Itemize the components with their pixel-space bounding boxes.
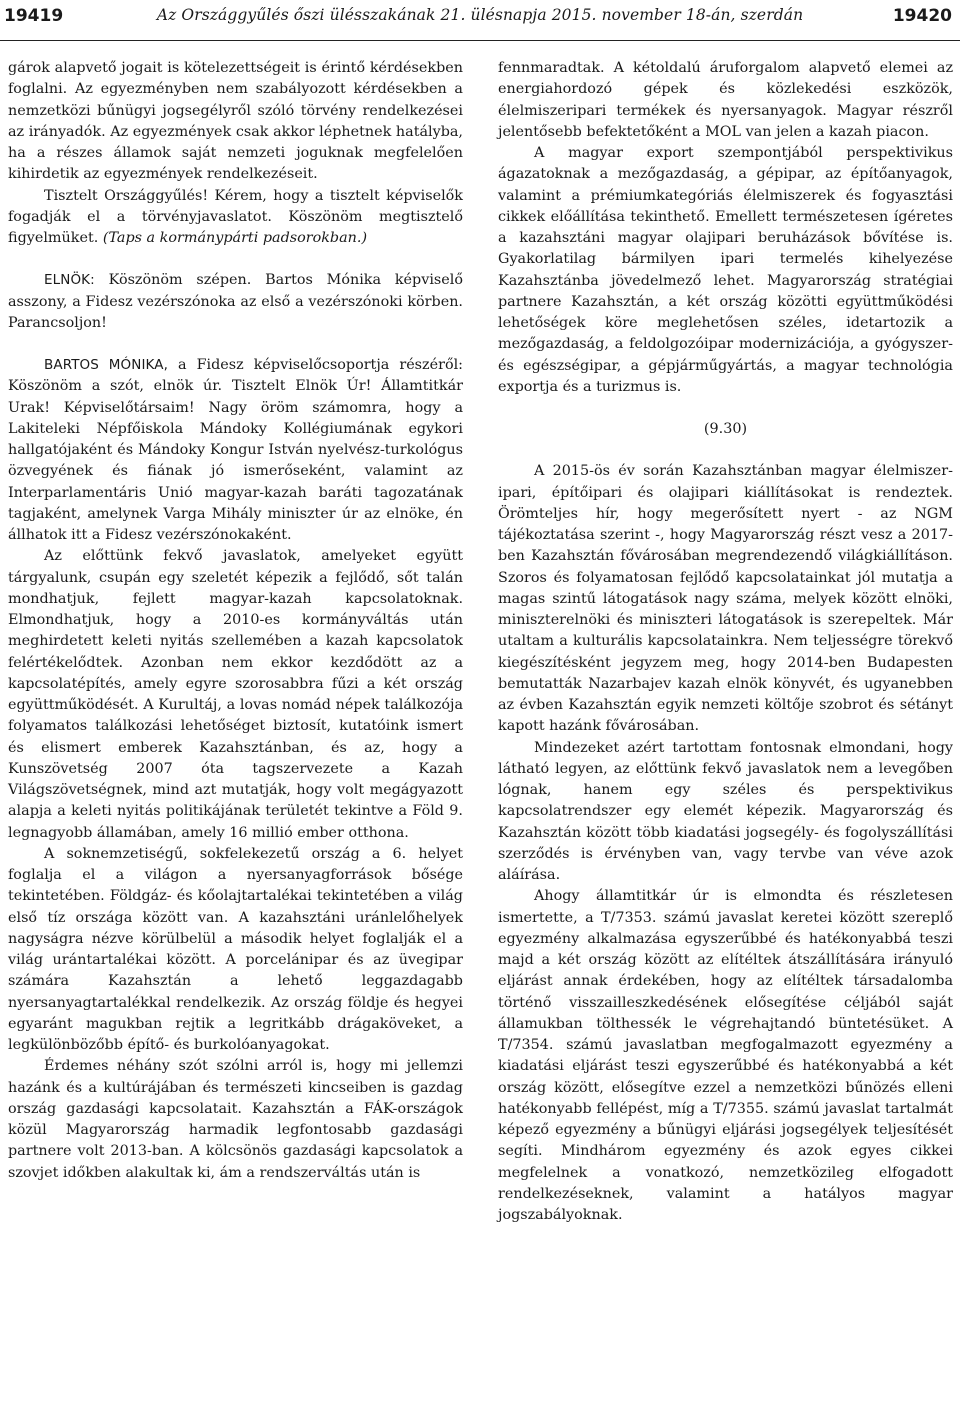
paragraph: Az előttünk fekvő javaslatok, amelyeket együtt tárgyalunk, csupán egy szeletét képezik a fejlődő, sőt talán mondhatjuk, fejlett magyar-kazah kapcsolatoknak. Elmondhatjuk, hogy a 2010-es kormányváltás után meghirdetett keleti nyitás szellemében a kazah kapcsolatok felértékelődtek. Azonban nem ekkor kezdődött az a kapcsolatépítés, amely egyre szorosabbra fűzi a két ország együttműködését. A Kurultáj, a lovas nomád népek találkozója folyamatos találkozási lehetőséget biztosít, kutatóink ismert és elismert emberek Kazahsztánban, és az, hogy a Kunszövetség 2007 óta tagszervezete a Kazah Világszövetségnek, mind azt mutatják, hogy volt megágyazott alapja a keleti nyitás politikájának területét tekintve a Föld 9. legnagyobb államában, amely 16 millió ember otthona. bbox=[8, 548, 463, 841]
right-column bbox=[498, 58, 953, 1226]
speaker-role: a Fidesz képviselőcsoportja részéről: bbox=[178, 357, 464, 373]
paragraph-text: Köszönöm a szót, elnök úr. Tisztelt Elnök Úr! Államtitkár Urak! Képviselőtársaim! Nagy öröm számomra, hogy a Lakiteleki Népfőiskola Mándoky Kollégiumának egykori hallgatójaként és Mándoky Kongur István nyelvész-turkológus özvegyének és fiának jó ismerőseként, valamint az Interparlamentáris Unió magyar-kazah baráti tagozatának tagjaként, amelynek Varga Mihály miniszter úr az elnöke, én állhatok itt a Fidesz vezérszónokaként. bbox=[8, 378, 463, 543]
speaker-paragraph bbox=[8, 270, 463, 334]
paragraph: gárok alapvető jogait is kötelezettségeit is érintő kérdésekben foglalni. Az egyezményben nem szabályozott kérdésekben a nemzetközi bűnügyi jogsegélyről szóló törvény rendelkezései az irányadók. Az egyezmények csak akkor léphetnek hatályba, ha a részes államok saját nemzeti joguknak megfelelően kihirdetik az egyezmények rendelkezéseit. bbox=[8, 60, 463, 183]
paragraph: Ahogy államtitkár úr is elmondta és részletesen ismertette, a T/7353. számú javaslat keretei között szereplő egyezmény alkalmazása egyszerűbbé és hatékonyabbá teszi majd a két ország között az elítéltek átszállítására irányuló eljárást annak érdekében, hogy az elítéltek társadalomba történő visszailleszkedésének elősegítése céljából saját államukban tölthessék le végrehajtandó büntetésüket. A T/7354. számú javaslatban megfogalmazott egyezmény a kiadatási eljárást teszi egyszerűbbé és hatékonyabbá a két ország között, elősegítve ezzel a nemzetközi bűnözés elleni hatékonyabb fellépést, míg a T/7355. számú javaslat tartalmát képező egyezmény a bűnügyi eljárási jogsegélyek teljesítését segíti. Mindhárom egyezmény és azok egyes cikkei megfelelnek a vonatkozó, nemzetközileg elfogadott rendelkezéseknek, valamint a hatályos magyar jogszabályoknak. bbox=[498, 888, 953, 1223]
running-title: Az Országgyűlés őszi ülésszakának 21. ülésnapja 2015. november 18-án, szerdán bbox=[156, 6, 804, 24]
speaker-name: ELNÖK: bbox=[44, 272, 95, 289]
paragraph: A 2015-ös év során Kazahsztánban magyar élelmiszer-ipari, építőipari és olajipari kiállításokat is rendeztek. Örömteljes hír, hogy megerősített nyert - az NGM tájékoztatása szerint -, hogy Magyarország részt vesz a 2017-ben Kazahsztán fővárosában megrendezendő világkiállításon. Szoros és folyamatosan fejlődő kapcsolatainkat jól mutatja a magas szintű látogatások nagy száma, melyek között elnöki, miniszterelnöki és miniszteri látogatások is szerepeltek. Már utaltam a kulturális kapcsolatainkra. Nem teljességre törekvő kiegészítésként jegyzem meg, hogy 2014-ben Budapesten bemutatták Nazarbajev kazah elnök könyvét, és ugyanebben az évben Kazahsztán egyik nemzeti költője szobrot és sétányt kapott hazánk fővárosában. bbox=[498, 463, 953, 735]
page-number-right: 19420 bbox=[892, 6, 952, 26]
time-marker: (9.30) bbox=[703, 421, 748, 437]
stage-direction: (Taps a kormánypárti padsorokban.) bbox=[102, 230, 368, 246]
paragraph: fennmaradtak. A kétoldalú áruforgalom alapvető elemei az energiahordozó gépek és közlekedési eszközök, élelmiszeripari termékek és nyersanyagok. Magyar részről jelentősebb befektetőként a MOL van jelen a kazah piacon. bbox=[498, 60, 953, 140]
paragraph-text: Tisztelt Országgyűlés! Kérem, hogy a tisztelt képviselők fogadják el a törvényjavaslatot. Köszönöm megtisztelő figyelmüket. bbox=[8, 187, 463, 246]
page-number-left: 19419 bbox=[4, 6, 64, 26]
paragraph: A soknemzetiségű, sokfelekezetű ország a 6. helyet foglalja el a világon a nyersanyagforrások bősége tekintetében. Földgáz- és kőolajtartalékai tekintetében a világ első tíz országa között van. A kazahsztáni uránlelőhelyek nagyságra nézve körülbelül a második helyet foglalják el a világ urántartalékai között. A porcelánipar és az üvegipar számára Kazahsztán a lehető leggazdagabb nyersanyagtartalékkal rendelkezik. Az ország földje és hegyei egyaránt magukban rejtik a legritkább drágaköveket, a legkülönbözőbb építő- és burkolóanyagokat. bbox=[8, 845, 463, 1053]
paragraph bbox=[8, 186, 463, 250]
paragraph: Érdemes néhány szót szólni arról is, hogy mi jellemzi hazánk és a kultúrájában és természeti kincseiben is gazdag ország gazdasági kapcsolatait. Kazahsztán a FÁK-országok közül Magyarország harmadik legfontosabb gazdasági partnere volt 2013-ban. A kölcsönös gazdasági kapcsolatok a szovjet időkben alakultak ki, ám a rendszerváltás után is bbox=[8, 1058, 463, 1181]
page-header bbox=[0, 0, 960, 41]
paragraph: Mindezeket azért tartottam fontosnak elmondani, hogy látható legyen, az előttünk fekvő javaslatok nem a levegőben lógnak, hanem egy széles és perspektivikus kapcsolatrendszer egy elemét képezik. Magyarország és Kazahsztán között több kiadatási jogsegély- és fogolyszállítási szerződés is érvényben van, vagy tervbe van véve azok aláírása. bbox=[498, 739, 953, 883]
speaker-name: BARTOS MÓNIKA, bbox=[44, 357, 168, 373]
speaker-paragraph bbox=[8, 355, 463, 546]
paragraph: A magyar export szempontjából perspektivikus ágazatoknak a mezőgazdaság, a gépipar, az építőanyagok, valamint a prémiumkategóriás élelmiszerek és fogyasztási cikkek előállítása tekinthető. Emellett természetesen ígéretes a kazahsztáni magyar olajipari beruházások bővítése is. Gyakorlatilag bármilyen ipari termelés kihelyezése Kazahsztánba jövedelmező lehet. Magyarország stratégiai partnere Kazahsztán, a két ország közötti együttműködési lehetőségek köre meglehetősen széles, idetartozik a mezőgazdaság, a feldolgozóipar modernizációja, a gyógyszer- és egészségipar, a gépjárműgyártás, a magyar technológia exportja és a turizmus is. bbox=[498, 145, 953, 395]
paragraph-text: Köszönöm szépen. Bartos Mónika képviselő asszony, a Fidesz vezérszónoka az első a vezérszónoki körben. Parancsoljon! bbox=[8, 272, 463, 331]
left-column bbox=[8, 58, 463, 1184]
